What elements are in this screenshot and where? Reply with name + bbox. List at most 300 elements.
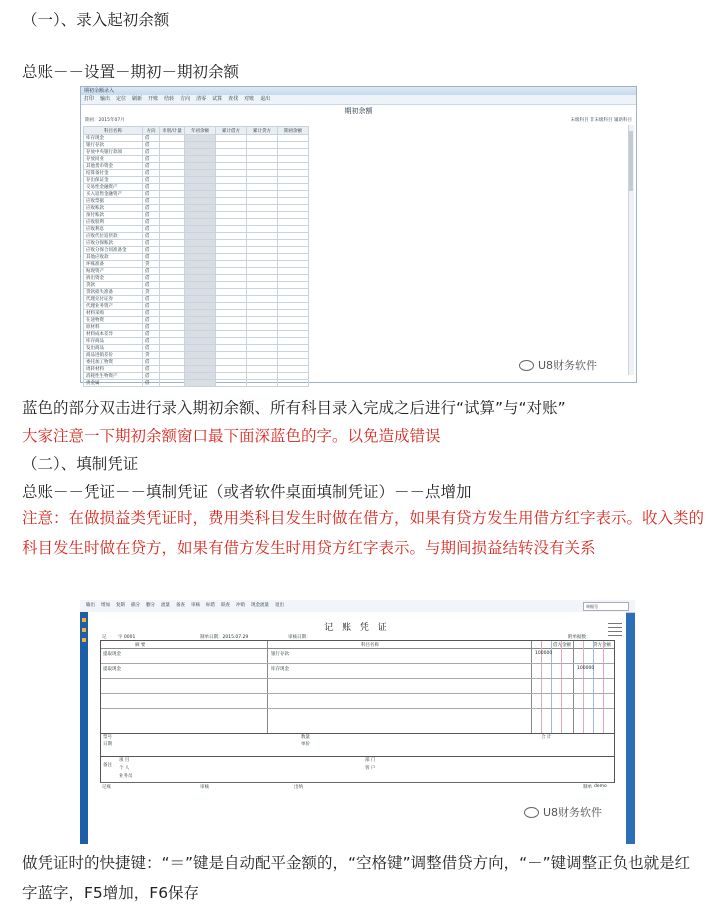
balance-cell[interactable]	[185, 331, 216, 338]
balance-cell[interactable]	[278, 149, 309, 156]
direction: 借	[143, 247, 160, 254]
audit-date: 审核日期：	[288, 635, 311, 640]
balance-cell[interactable]	[216, 240, 247, 247]
balance-cell[interactable]	[247, 289, 278, 296]
balance-cell[interactable]	[247, 226, 278, 233]
direction: 借	[143, 359, 160, 366]
balance-cell[interactable]	[216, 156, 247, 163]
account-name: 发出商品	[84, 345, 143, 352]
balance-cell[interactable]	[278, 198, 309, 205]
voucher-toolbar-button[interactable]: 现金流量	[251, 603, 269, 608]
voucher-toolbar-button[interactable]: 增加	[101, 603, 110, 608]
voucher-toolbar-button[interactable]: 删分	[146, 603, 155, 608]
balance-cell[interactable]	[216, 191, 247, 198]
balance-cell[interactable]	[216, 303, 247, 310]
balance-cell[interactable]	[247, 373, 278, 380]
balance-cell[interactable]	[278, 338, 309, 345]
balance-cell[interactable]	[278, 135, 309, 142]
period-label: 期初：2015年07月	[85, 118, 125, 123]
balance-cell[interactable]	[185, 254, 216, 261]
account-name: 应收票据	[84, 198, 143, 205]
balance-cell[interactable]	[185, 247, 216, 254]
balance-cell[interactable]	[216, 149, 247, 156]
account-name: 应收分保合同准备金	[84, 247, 143, 254]
table-row[interactable]	[84, 275, 309, 282]
toolbar-button[interactable]: 定位	[116, 96, 127, 102]
desktop-sidebar	[80, 612, 88, 844]
balance-cell[interactable]	[278, 303, 309, 310]
table-row[interactable]	[84, 324, 309, 331]
direction: 借	[143, 163, 160, 170]
balance-cell[interactable]	[185, 373, 216, 380]
balance-cell[interactable]	[247, 205, 278, 212]
toolbar-button[interactable]: 打印	[84, 96, 95, 102]
balance-cell[interactable]	[216, 338, 247, 345]
table-row[interactable]	[84, 366, 309, 373]
table-row[interactable]	[84, 177, 309, 184]
account-name: 坏账准备	[84, 261, 143, 268]
table-row[interactable]	[84, 205, 309, 212]
account-name: 材料采购	[84, 310, 143, 317]
menu-path-1: 总账－－设置－期初－期初余额	[22, 63, 240, 81]
balance-cell[interactable]	[247, 219, 278, 226]
voucher-date[interactable]: 制单日期：2015.07.29	[200, 635, 249, 640]
toolbar-button[interactable]: 试算	[212, 96, 223, 102]
balance-cell[interactable]	[185, 226, 216, 233]
description-1: 蓝色的部分双击进行录入期初余额、所有科目录入完成之后进行“试算”与“对账”	[22, 399, 566, 417]
table-row[interactable]	[84, 380, 309, 387]
balance-cell[interactable]	[185, 338, 216, 345]
balance-cell[interactable]	[247, 170, 278, 177]
balance-cell	[160, 345, 185, 352]
balance-cell	[160, 338, 185, 345]
section-heading-1: （一）、录入起初余额	[22, 11, 170, 29]
voucher-entry-grid	[100, 640, 615, 734]
table-row[interactable]	[84, 296, 309, 303]
table-row[interactable]	[84, 345, 309, 352]
balance-cell[interactable]	[278, 212, 309, 219]
balance-cell[interactable]	[278, 177, 309, 184]
account-name: 贷款损失准备	[84, 289, 143, 296]
voucher-number[interactable]: 字 0001	[118, 635, 136, 640]
account-name: 库存商品	[84, 338, 143, 345]
balance-cell[interactable]	[247, 331, 278, 338]
balance-cell	[160, 170, 185, 177]
row1-debit[interactable]: 100000	[535, 651, 553, 656]
balance-cell[interactable]	[185, 282, 216, 289]
table-row[interactable]	[84, 261, 309, 268]
balance-cell[interactable]	[247, 282, 278, 289]
balance-cell[interactable]	[278, 170, 309, 177]
balance-cell[interactable]	[278, 184, 309, 191]
balance-cell[interactable]	[278, 275, 309, 282]
balance-cell[interactable]	[185, 205, 216, 212]
voucher-toolbar-button[interactable]: 标错	[206, 603, 215, 608]
balance-cell[interactable]	[247, 198, 278, 205]
voucher-word[interactable]: 记	[102, 635, 107, 640]
toolbar-button[interactable]: 退出	[260, 96, 271, 102]
account-name: 代理业务资产	[84, 303, 143, 310]
balance-cell[interactable]	[278, 366, 309, 373]
account-name: 结算备付金	[84, 170, 143, 177]
balance-cell[interactable]	[278, 380, 309, 387]
toolbar-button[interactable]: 刷新	[132, 96, 143, 102]
balance-cell[interactable]	[216, 289, 247, 296]
balance-cell[interactable]	[185, 198, 216, 205]
toolbar-button[interactable]: 结转	[164, 96, 175, 102]
col-account: 科目名称	[361, 643, 379, 648]
balance-cell[interactable]	[278, 345, 309, 352]
balance-cell[interactable]	[278, 156, 309, 163]
table-row[interactable]	[84, 149, 309, 156]
balance-cell[interactable]	[278, 296, 309, 303]
balance-cell[interactable]	[185, 303, 216, 310]
balance-cell[interactable]	[216, 226, 247, 233]
balance-cell[interactable]	[185, 184, 216, 191]
wechat-icon	[519, 360, 534, 371]
balance-cell[interactable]	[247, 310, 278, 317]
balance-cell[interactable]	[278, 142, 309, 149]
voucher-footer: 票号 日期 数量 单价 合 计	[100, 732, 615, 757]
balance-cell	[160, 310, 185, 317]
table-row[interactable]	[84, 317, 309, 324]
balance-cell[interactable]	[185, 142, 216, 149]
balance-cell[interactable]	[216, 142, 247, 149]
column-header: 累计贷方	[247, 127, 278, 135]
balance-cell[interactable]	[278, 324, 309, 331]
balance-cell[interactable]	[247, 380, 278, 387]
balance-cell[interactable]	[216, 296, 247, 303]
row1-summary[interactable]: 提取现金	[103, 652, 121, 657]
balance-cell[interactable]	[185, 380, 216, 387]
voucher-toolbar-button[interactable]: 复制	[116, 603, 125, 608]
balance-cell[interactable]	[216, 198, 247, 205]
balance-cell[interactable]	[247, 191, 278, 198]
balance-cell[interactable]	[216, 345, 247, 352]
direction: 借	[143, 156, 160, 163]
balance-cell[interactable]	[216, 380, 247, 387]
table-row[interactable]	[84, 303, 309, 310]
direction: 借	[143, 275, 160, 282]
table-row[interactable]	[84, 282, 309, 289]
balance-cell[interactable]	[247, 359, 278, 366]
balance-cell[interactable]	[216, 184, 247, 191]
account-name: 贴现资产	[84, 268, 143, 275]
balance-cell	[160, 254, 185, 261]
voucher-toolbar-button[interactable]: 冲销	[236, 603, 245, 608]
balance-cell[interactable]	[278, 268, 309, 275]
balance-cell[interactable]	[185, 240, 216, 247]
balance-cell[interactable]	[247, 275, 278, 282]
balance-table	[83, 126, 309, 387]
toolbar-button[interactable]: 清零	[196, 96, 207, 102]
balance-cell	[160, 219, 185, 226]
balance-cell[interactable]	[278, 240, 309, 247]
balance-cell[interactable]	[247, 338, 278, 345]
account-name: 存放同业	[84, 156, 143, 163]
balance-cell[interactable]	[185, 177, 216, 184]
balance-cell[interactable]	[247, 212, 278, 219]
direction: 借	[143, 198, 160, 205]
balance-cell[interactable]	[247, 268, 278, 275]
balance-cell[interactable]	[185, 345, 216, 352]
balance-cell[interactable]	[185, 275, 216, 282]
direction: 借	[143, 303, 160, 310]
balance-cell[interactable]	[247, 352, 278, 359]
balance-cell[interactable]	[278, 261, 309, 268]
balance-cell[interactable]	[247, 345, 278, 352]
table-row[interactable]	[84, 135, 309, 142]
voucher-toolbar-button[interactable]: 审核	[191, 603, 200, 608]
balance-cell[interactable]	[247, 254, 278, 261]
table-row[interactable]	[84, 226, 309, 233]
row1-account[interactable]: 银行存款	[271, 652, 289, 657]
balance-cell[interactable]	[216, 310, 247, 317]
balance-cell[interactable]	[216, 352, 247, 359]
balance-cell[interactable]	[216, 373, 247, 380]
toolbar-button[interactable]: 方向	[180, 96, 191, 102]
balance-cell[interactable]	[185, 317, 216, 324]
table-row[interactable]	[84, 212, 309, 219]
balance-cell[interactable]	[247, 233, 278, 240]
balance-cell	[160, 303, 185, 310]
table-row[interactable]	[84, 240, 309, 247]
col-summary: 摘 要	[135, 643, 146, 648]
balance-cell[interactable]	[278, 233, 309, 240]
direction: 借	[143, 317, 160, 324]
voucher-title: 记 账 凭 证	[324, 623, 390, 633]
balance-cell[interactable]	[185, 135, 216, 142]
balance-cell[interactable]	[247, 324, 278, 331]
balance-cell[interactable]	[185, 296, 216, 303]
attachments[interactable]: 附单据数：	[568, 635, 591, 640]
balance-cell	[160, 240, 185, 247]
account-name: 买入返售金融资产	[84, 191, 143, 198]
voucher-toolbar-button[interactable]: 插分	[131, 603, 140, 608]
watermark-2: U8财务软件	[524, 804, 602, 820]
balance-cell[interactable]	[247, 303, 278, 310]
account-name: 周转材料	[84, 366, 143, 373]
balance-cell[interactable]	[247, 135, 278, 142]
balance-cell	[160, 331, 185, 338]
balance-cell[interactable]	[216, 163, 247, 170]
voucher-toolbar-button[interactable]: 联查	[221, 603, 230, 608]
balance-cell[interactable]	[278, 289, 309, 296]
balance-cell	[160, 177, 185, 184]
balance-cell[interactable]	[216, 233, 247, 240]
account-name: 应收分保账款	[84, 240, 143, 247]
account-name: 银行存款	[84, 142, 143, 149]
balance-cell[interactable]	[216, 261, 247, 268]
balance-cell[interactable]	[185, 149, 216, 156]
balance-cell[interactable]	[185, 219, 216, 226]
balance-cell[interactable]	[216, 317, 247, 324]
account-name: 存放中央银行款项	[84, 149, 143, 156]
balance-cell	[160, 156, 185, 163]
balance-cell[interactable]	[185, 212, 216, 219]
balance-cell[interactable]	[216, 205, 247, 212]
balance-cell[interactable]	[185, 233, 216, 240]
row2-credit[interactable]: 100000	[577, 666, 595, 671]
balance-cell[interactable]	[247, 240, 278, 247]
row2-account[interactable]: 库存现金	[271, 667, 289, 672]
shortcut-paragraph: 做凭证时的快捷键：“＝”键是自动配平金额的，“空格键”调整借贷方向，“－”键调整正负也就是红字蓝字，F5增加，F6保存	[22, 854, 691, 902]
balance-cell	[160, 233, 185, 240]
col-credit: 贷方金额	[593, 643, 611, 648]
balance-cell[interactable]	[216, 247, 247, 254]
table-row[interactable]	[84, 191, 309, 198]
balance-cell[interactable]	[185, 170, 216, 177]
table-row[interactable]	[84, 198, 309, 205]
voucher-toolbar-button[interactable]: 输出	[86, 603, 95, 608]
balance-cell	[160, 198, 185, 205]
account-name: 委托加工物资	[84, 359, 143, 366]
balance-cell[interactable]	[185, 352, 216, 359]
balance-cell[interactable]	[278, 310, 309, 317]
balance-cell[interactable]	[216, 324, 247, 331]
toolbar-button[interactable]: 开账	[148, 96, 159, 102]
balance-cell[interactable]	[278, 219, 309, 226]
balance-cell	[160, 289, 185, 296]
balance-cell	[160, 247, 185, 254]
scrollbar[interactable]	[628, 125, 634, 375]
balance-cell[interactable]	[247, 177, 278, 184]
balance-cell[interactable]	[278, 254, 309, 261]
balance-cell[interactable]	[185, 310, 216, 317]
balance-cell[interactable]	[185, 324, 216, 331]
balance-cell[interactable]	[278, 163, 309, 170]
memo-area: 备注 项 目 个 人 业务员 部 门 客 户	[100, 756, 615, 783]
balance-cell[interactable]	[278, 331, 309, 338]
menu-path-2: 总账－－凭证－－填制凭证（或者软件桌面填制凭证）－－点增加	[22, 483, 472, 501]
balance-cell[interactable]	[278, 226, 309, 233]
balance-cell[interactable]	[185, 359, 216, 366]
direction: 贷	[143, 289, 160, 296]
table-row[interactable]	[84, 352, 309, 359]
balance-cell[interactable]	[216, 254, 247, 261]
balance-cell[interactable]	[185, 366, 216, 373]
table-row[interactable]	[84, 289, 309, 296]
table-row[interactable]	[84, 247, 309, 254]
toolbar-button[interactable]: 对账	[244, 96, 255, 102]
balance-cell[interactable]	[278, 282, 309, 289]
account-name: 交易性金融资产	[84, 184, 143, 191]
toolbar-button[interactable]: 输出	[100, 96, 111, 102]
table-row[interactable]	[84, 359, 309, 366]
direction: 借	[143, 170, 160, 177]
table-row[interactable]	[84, 310, 309, 317]
voucher-paper: 记 账 凭 证 记 字 0001 制单日期：2015.07.29 审核日期： 附单据数： 摘 要 科目名称 借方金额 贷方金额 提取现金 银行存款 100000 提取现金 库存现金 100000 票号 日期 数量 单价 合 计 备注 项 目 个 人 业务员 部 门 客 户 记账 审核 出纳 制单 demo U8财务软件	[88, 612, 626, 844]
table-row[interactable]	[84, 156, 309, 163]
balance-cell[interactable]	[247, 247, 278, 254]
balance-cell	[160, 373, 185, 380]
toolbar-button[interactable]: 查找	[228, 96, 239, 102]
table-row[interactable]	[84, 163, 309, 170]
balance-cell[interactable]	[185, 268, 216, 275]
voucher-toolbar-button[interactable]: 退出	[275, 603, 284, 608]
balance-cell[interactable]	[216, 268, 247, 275]
account-name: 拆出资金	[84, 275, 143, 282]
balance-cell[interactable]	[247, 156, 278, 163]
balance-cell[interactable]	[247, 149, 278, 156]
balance-cell[interactable]	[247, 184, 278, 191]
column-header: 期初余额	[278, 127, 309, 135]
table-row[interactable]	[84, 254, 309, 261]
balance-cell	[160, 184, 185, 191]
balance-cell[interactable]	[278, 317, 309, 324]
table-row[interactable]	[84, 268, 309, 275]
voucher-toolbar-button[interactable]: 备查	[176, 603, 185, 608]
direction: 借	[143, 380, 160, 387]
balance-cell[interactable]	[278, 373, 309, 380]
balance-cell[interactable]	[216, 170, 247, 177]
balance-cell[interactable]	[247, 142, 278, 149]
balance-cell[interactable]	[278, 359, 309, 366]
table-row[interactable]	[84, 184, 309, 191]
balance-cell[interactable]	[247, 366, 278, 373]
balance-cell[interactable]	[247, 296, 278, 303]
balance-cell[interactable]	[278, 191, 309, 198]
direction: 借	[143, 373, 160, 380]
table-row[interactable]	[84, 142, 309, 149]
voucher-toolbar-button[interactable]: 流量	[161, 603, 170, 608]
row2-summary[interactable]: 提取现金	[103, 667, 121, 672]
direction: 借	[143, 331, 160, 338]
balance-cell	[160, 352, 185, 359]
balance-cell	[160, 135, 185, 142]
balance-cell	[160, 296, 185, 303]
balance-cell[interactable]	[216, 282, 247, 289]
table-row[interactable]	[84, 170, 309, 177]
balance-cell[interactable]	[247, 261, 278, 268]
balance-cell[interactable]	[185, 289, 216, 296]
balance-cell[interactable]	[247, 163, 278, 170]
balance-cell[interactable]	[278, 205, 309, 212]
search-input[interactable]: 单据号	[583, 602, 629, 611]
balance-cell[interactable]	[216, 219, 247, 226]
watermark: U8财务软件	[519, 357, 597, 373]
account-name: 原材料	[84, 324, 143, 331]
table-row[interactable]	[84, 373, 309, 380]
table-row[interactable]	[84, 219, 309, 226]
balance-cell[interactable]	[247, 317, 278, 324]
balance-cell[interactable]	[216, 359, 247, 366]
balance-cell[interactable]	[278, 352, 309, 359]
balance-cell[interactable]	[216, 366, 247, 373]
balance-cell[interactable]	[216, 177, 247, 184]
table-row[interactable]	[84, 233, 309, 240]
account-name: 其他货币资金	[84, 163, 143, 170]
balance-cell[interactable]	[278, 247, 309, 254]
toolbar	[81, 95, 636, 105]
balance-cell[interactable]	[216, 275, 247, 282]
balance-cell[interactable]	[185, 163, 216, 170]
section-heading-2: （二）、填制凭证	[22, 455, 139, 473]
balance-cell[interactable]	[185, 261, 216, 268]
direction: 贷	[143, 352, 160, 359]
side-marks	[608, 620, 622, 639]
balance-cell[interactable]	[216, 212, 247, 219]
table-row[interactable]	[84, 338, 309, 345]
balance-cell[interactable]	[216, 135, 247, 142]
balance-cell[interactable]	[216, 331, 247, 338]
balance-cell	[160, 380, 185, 387]
account-name: 材料成本差异	[84, 331, 143, 338]
balance-cell[interactable]	[185, 191, 216, 198]
account-name: 消耗性生物资产	[84, 373, 143, 380]
table-row[interactable]	[84, 331, 309, 338]
balance-cell[interactable]	[185, 156, 216, 163]
